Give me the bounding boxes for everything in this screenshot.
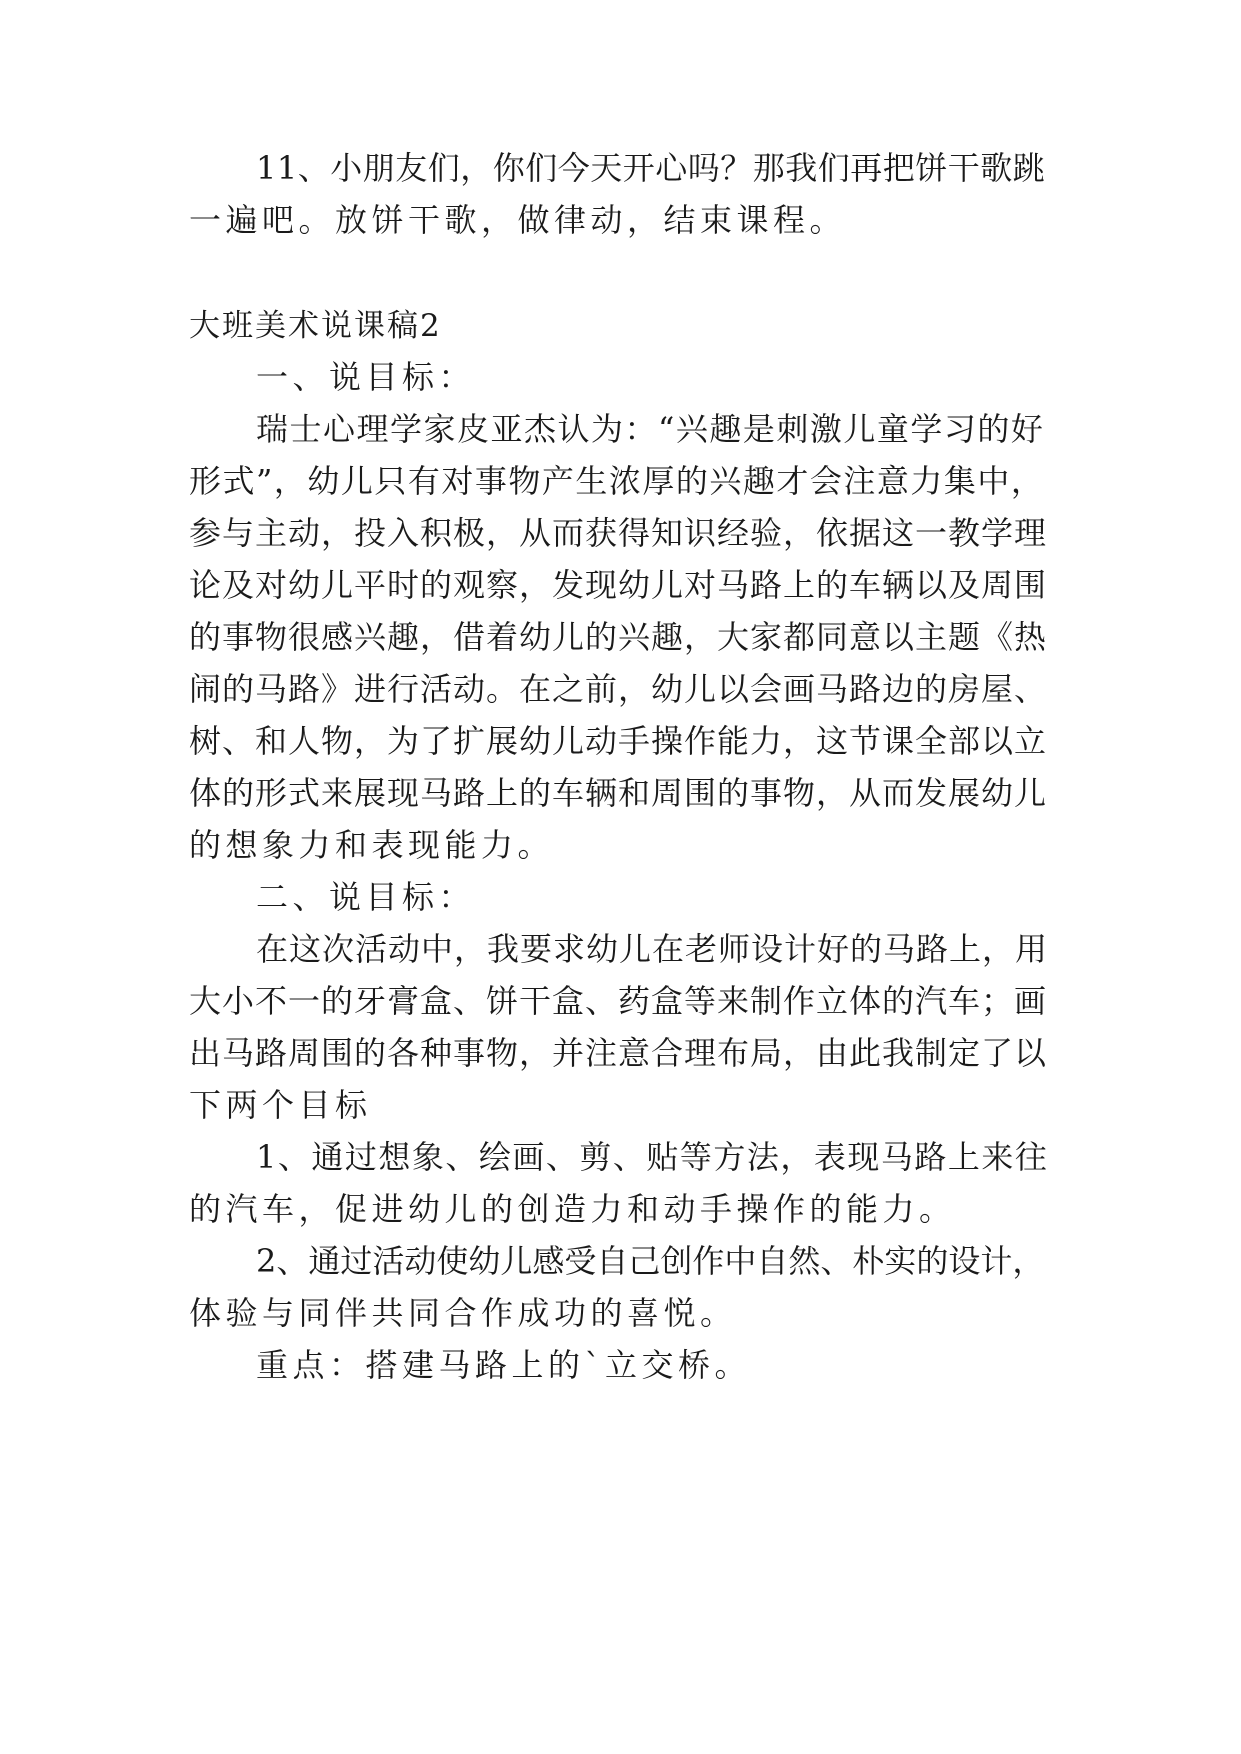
goal-one-line-2: 的汽车，促进幼儿的创造力和动手操作的能力。: [189, 1190, 956, 1228]
theory-line-5: 的事物很感兴趣，借着幼儿的兴趣，大家都同意以主题《热: [189, 618, 1048, 656]
theory-line-7: 树、和人物，为了扩展幼儿动手操作能力，这节课全部以立: [189, 722, 1048, 760]
section-title: 大班美术说课稿2: [189, 308, 442, 344]
theory-line-8: 体的形式来展现马路上的车辆和周围的事物，从而发展幼儿: [189, 774, 1048, 812]
goal-two-line-1: 2、通过活动使幼儿感受自己创作中自然、朴实的设计，: [256, 1242, 1045, 1280]
activity-line-1: 在这次活动中，我要求幼儿在老师设计好的马路上，用: [256, 930, 1049, 968]
theory-line-9: 的想象力和表现能力。: [189, 826, 555, 864]
theory-line-6: 闹的马路》进行活动。在之前，幼儿以会画马路边的房屋、: [189, 670, 1048, 708]
theory-line-3: 参与主动，投入积极，从而获得知识经验，依据这一教学理: [189, 514, 1048, 552]
paragraph-11-line-1: 11、小朋友们，你们今天开心吗？那我们再把饼干歌跳: [256, 149, 1046, 187]
paragraph-11-line-2: 一遍吧。放饼干歌，做律动，结束课程。: [189, 201, 847, 239]
activity-line-4: 下两个目标: [189, 1086, 372, 1124]
activity-line-3: 出马路周围的各种事物，并注意合理布局，由此我制定了以: [189, 1034, 1048, 1072]
theory-line-4: 论及对幼儿平时的观察，发现幼儿对马路上的车辆以及周围: [189, 566, 1048, 604]
heading-one: 一、说目标：: [256, 358, 476, 396]
goal-one-line-1: 1、通过想象、绘画、剪、贴等方法，表现马路上来往: [256, 1138, 1049, 1176]
heading-two: 二、说目标：: [256, 878, 476, 916]
key-point: 重点：搭建马路上的`立交桥。: [256, 1346, 752, 1384]
activity-line-2: 大小不一的牙膏盒、饼干盒、药盒等来制作立体的汽车；画: [189, 982, 1048, 1020]
theory-line-2: 形式”，幼儿只有对事物产生浓厚的兴趣才会注意力集中，: [189, 462, 1045, 500]
theory-line-1: 瑞士心理学家皮亚杰认为：“兴趣是刺激儿童学习的好: [256, 410, 1045, 448]
goal-two-line-2: 体验与同伴共同合作成功的喜悦。: [189, 1294, 737, 1332]
